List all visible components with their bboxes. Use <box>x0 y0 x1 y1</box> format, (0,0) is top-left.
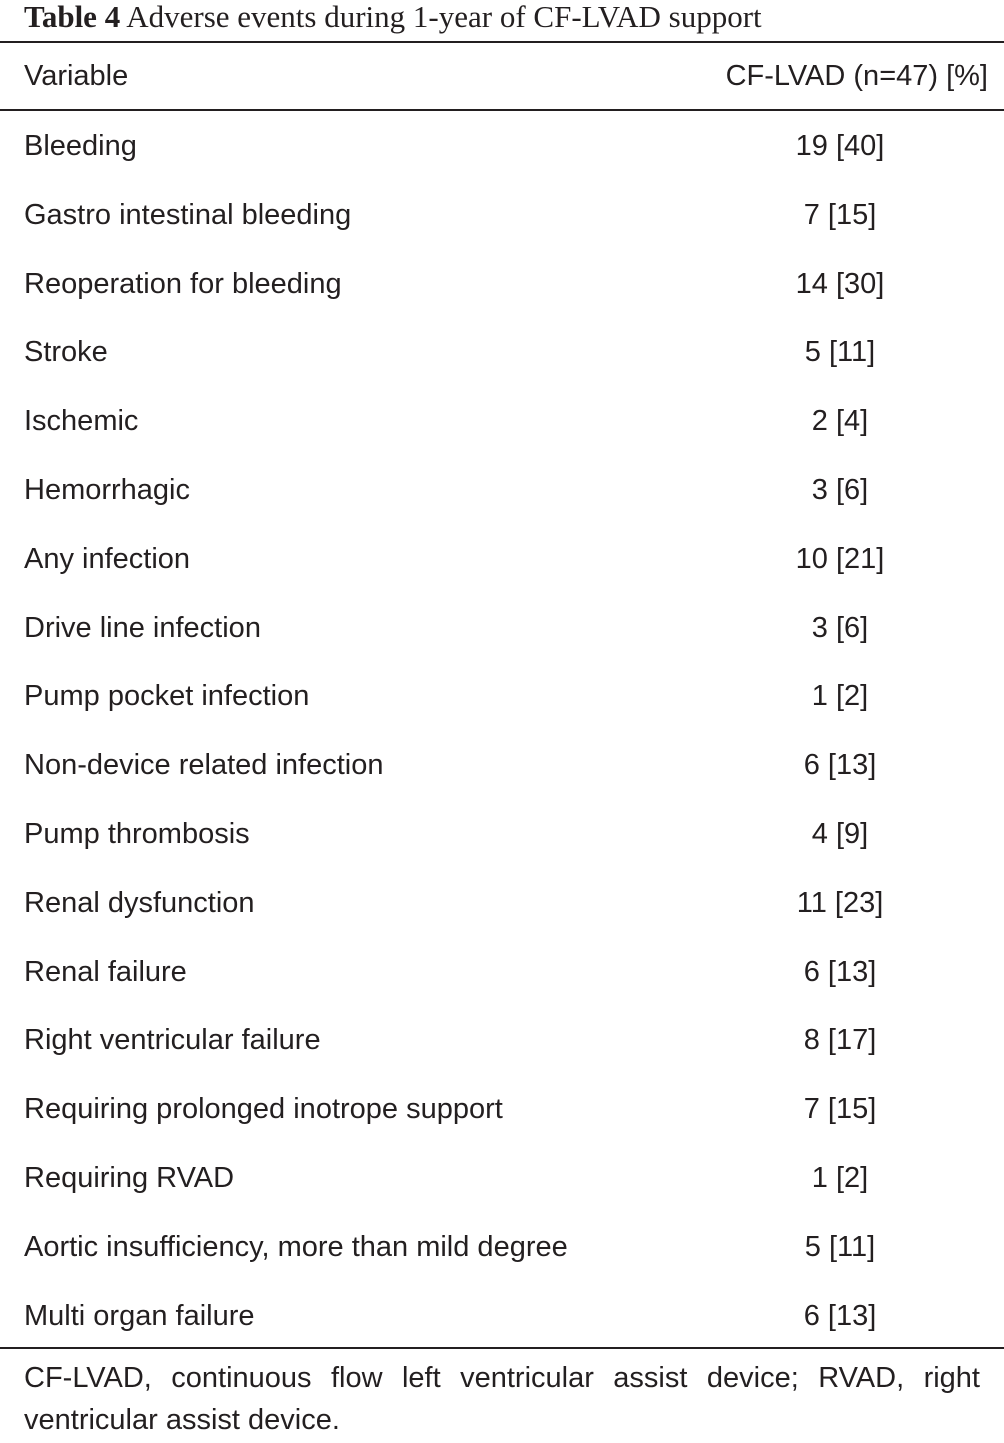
row-variable: Reoperation for bleeding <box>24 267 342 300</box>
table-row <box>0 317 1004 386</box>
row-value: 10 [21] <box>795 542 885 575</box>
row-variable: Pump thrombosis <box>24 817 250 850</box>
table-row <box>0 1074 1004 1143</box>
row-value: 8 [17] <box>803 1024 877 1057</box>
row-value: 5 [11] <box>804 1230 876 1263</box>
row-value: 5 [11] <box>804 336 876 369</box>
table-row <box>0 937 1004 1006</box>
table-row <box>0 868 1004 937</box>
row-variable: Any infection <box>24 542 191 575</box>
table-row <box>0 386 1004 455</box>
row-value: 14 [30] <box>795 267 885 300</box>
table-row <box>0 249 1004 318</box>
row-value: 11 [23] <box>796 886 884 919</box>
row-variable: Renal failure <box>24 955 187 988</box>
row-value: 2 [4] <box>811 405 869 438</box>
table-row <box>0 111 1004 180</box>
row-variable: Stroke <box>24 336 108 369</box>
row-value: 6 [13] <box>803 749 877 782</box>
table-caption-label: Table 4 <box>24 0 121 34</box>
row-variable: Aortic insufficiency, more than mild degree <box>24 1230 568 1263</box>
row-value: 6 [13] <box>803 955 877 988</box>
table-row <box>0 593 1004 662</box>
table-row <box>0 1143 1004 1212</box>
table-row <box>0 1005 1004 1074</box>
row-value: 4 [9] <box>811 817 869 850</box>
row-value: 3 [6] <box>811 473 869 506</box>
table-header-row <box>0 43 1004 109</box>
row-variable: Requiring prolonged inotrope support <box>24 1093 503 1126</box>
row-variable: Ischemic <box>24 405 139 438</box>
table-row <box>0 730 1004 799</box>
table-row <box>0 1212 1004 1281</box>
row-variable: Non-device related infection <box>24 749 384 782</box>
row-value: 3 [6] <box>811 611 869 644</box>
row-variable: Hemorrhagic <box>24 473 190 506</box>
row-variable: Pump pocket infection <box>24 680 310 713</box>
table-row <box>0 455 1004 524</box>
row-value: 7 [15] <box>803 198 877 231</box>
table-footnote: CF-LVAD, continuous flow left ventricular assist device; RVAD, right ventricular assist device. <box>24 1362 980 1436</box>
row-variable: Bleeding <box>24 130 137 162</box>
row-variable: Renal dysfunction <box>24 886 255 919</box>
table-caption <box>24 0 762 40</box>
row-variable: Right ventricular failure <box>24 1024 321 1057</box>
table-row <box>0 799 1004 868</box>
row-variable: Multi organ failure <box>24 1299 255 1332</box>
row-variable: Gastro intestinal bleeding <box>24 198 352 231</box>
table-row <box>0 1281 1004 1350</box>
row-value: 7 [15] <box>803 1093 877 1126</box>
table-caption-text: Adverse events during 1-year of CF-LVAD support <box>126 0 762 34</box>
table-body <box>0 111 1004 1349</box>
table-row <box>0 661 1004 730</box>
row-variable: Requiring RVAD <box>24 1161 235 1194</box>
row-value: 1 [2] <box>811 680 869 713</box>
header-variable: Variable <box>24 60 129 92</box>
table-row <box>0 524 1004 593</box>
header-value: CF-LVAD (n=47) [%] <box>725 60 988 92</box>
row-variable: Drive line infection <box>24 611 261 644</box>
table-row <box>0 180 1004 249</box>
row-value: 6 [13] <box>803 1299 877 1332</box>
row-value: 19 [40] <box>795 130 885 162</box>
table-bottom-rule <box>0 1347 1004 1349</box>
row-value: 1 [2] <box>811 1161 869 1194</box>
